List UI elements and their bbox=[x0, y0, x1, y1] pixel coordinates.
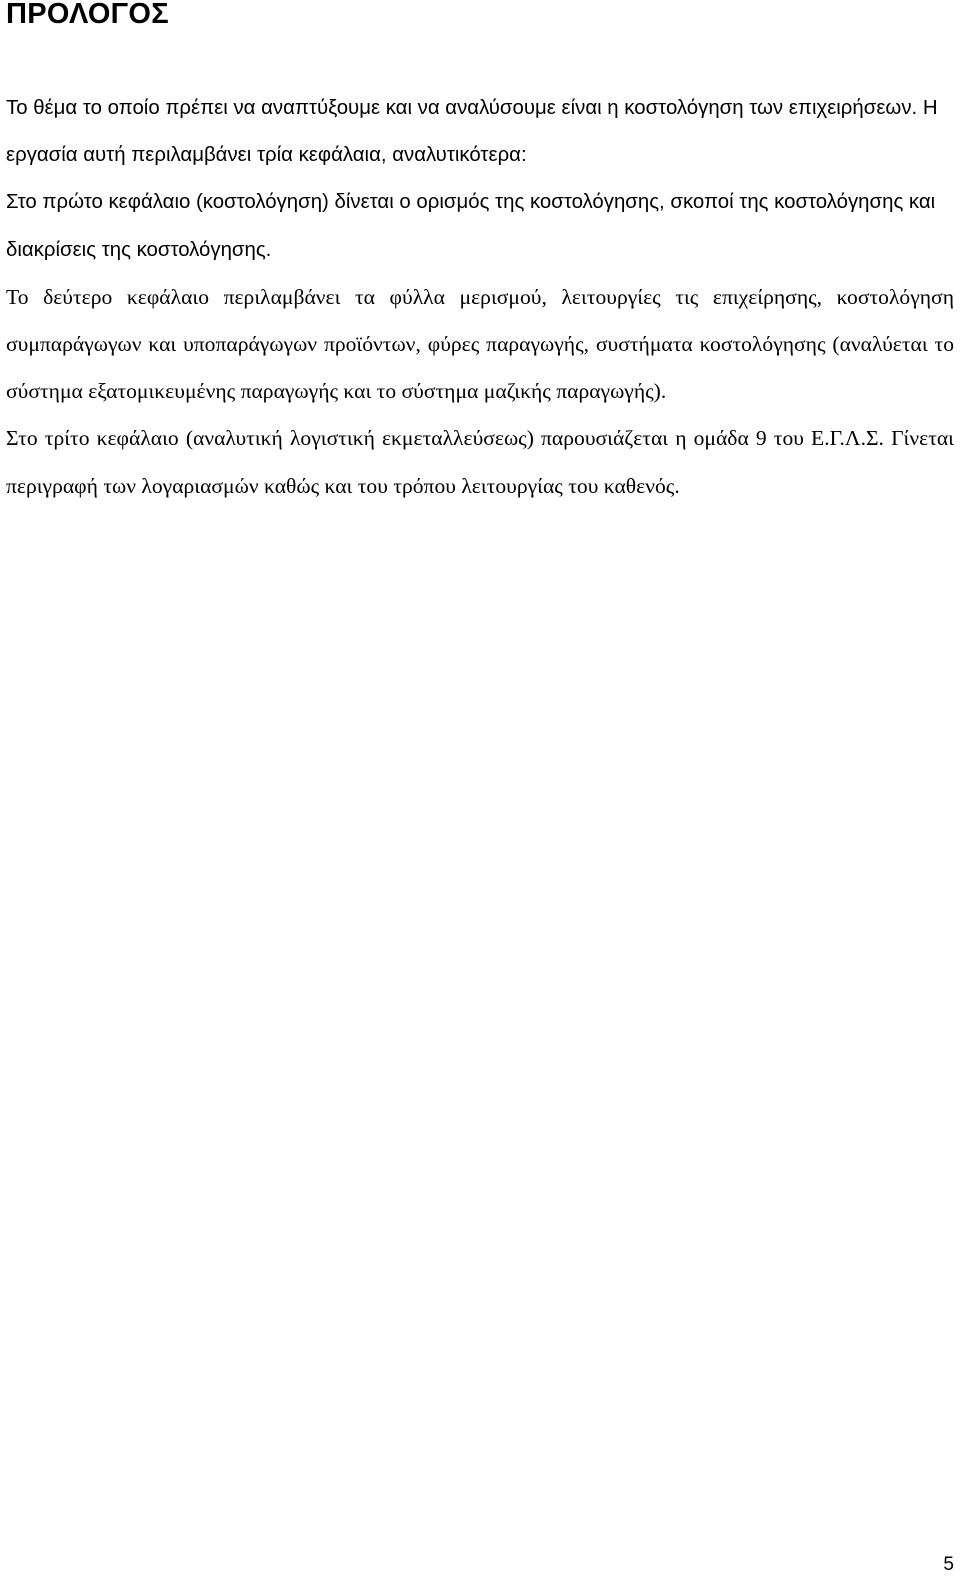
page-title: ΠΡΟΛΟΓΟΣ bbox=[6, 0, 169, 30]
paragraph-chapter-1: Στο πρώτο κεφάλαιο (κοστολόγηση) δίνεται ο ορισμός της κοστολόγησης, σκοποί της κοστολόγησης και διακρίσεις της κοστολόγησης. bbox=[6, 191, 936, 261]
body-text bbox=[6, 85, 954, 510]
page-number: 5 bbox=[943, 1554, 954, 1575]
paragraph-intro: Το θέμα το οποίο πρέπει να αναπτύξουμε και να αναλύσουμε είναι η κοστολόγηση των επιχειρήσεων. Η εργασία αυτή περιλαμβάνει τρία κεφάλαια, αναλυτικότερα: bbox=[6, 97, 938, 167]
paragraph-chapter-2: Το δεύτερο κεφάλαιο περιλαμβάνει τα φύλλα μερισμού, λειτουργίες τις επιχείρησης, κοστολόγηση συμπαράγωγων και υποπαράγωγων προϊόντων, φύρες παραγωγής, συστήματα κοστολόγησης (αναλύεται το σύστημα εξατομικευμένης παραγωγής και το σύστημα μαζικής παραγωγής). bbox=[6, 284, 954, 404]
paragraph-chapter-3: Στο τρίτο κεφάλαιο (αναλυτική λογιστική εκμεταλλεύσεως) παρουσιάζεται η ομάδα 9 του Ε.Γ.Λ.Σ. Γίνεται περιγραφή των λογαριασμών καθώς και του τρόπου λειτουργίας του καθενός. bbox=[6, 426, 954, 498]
